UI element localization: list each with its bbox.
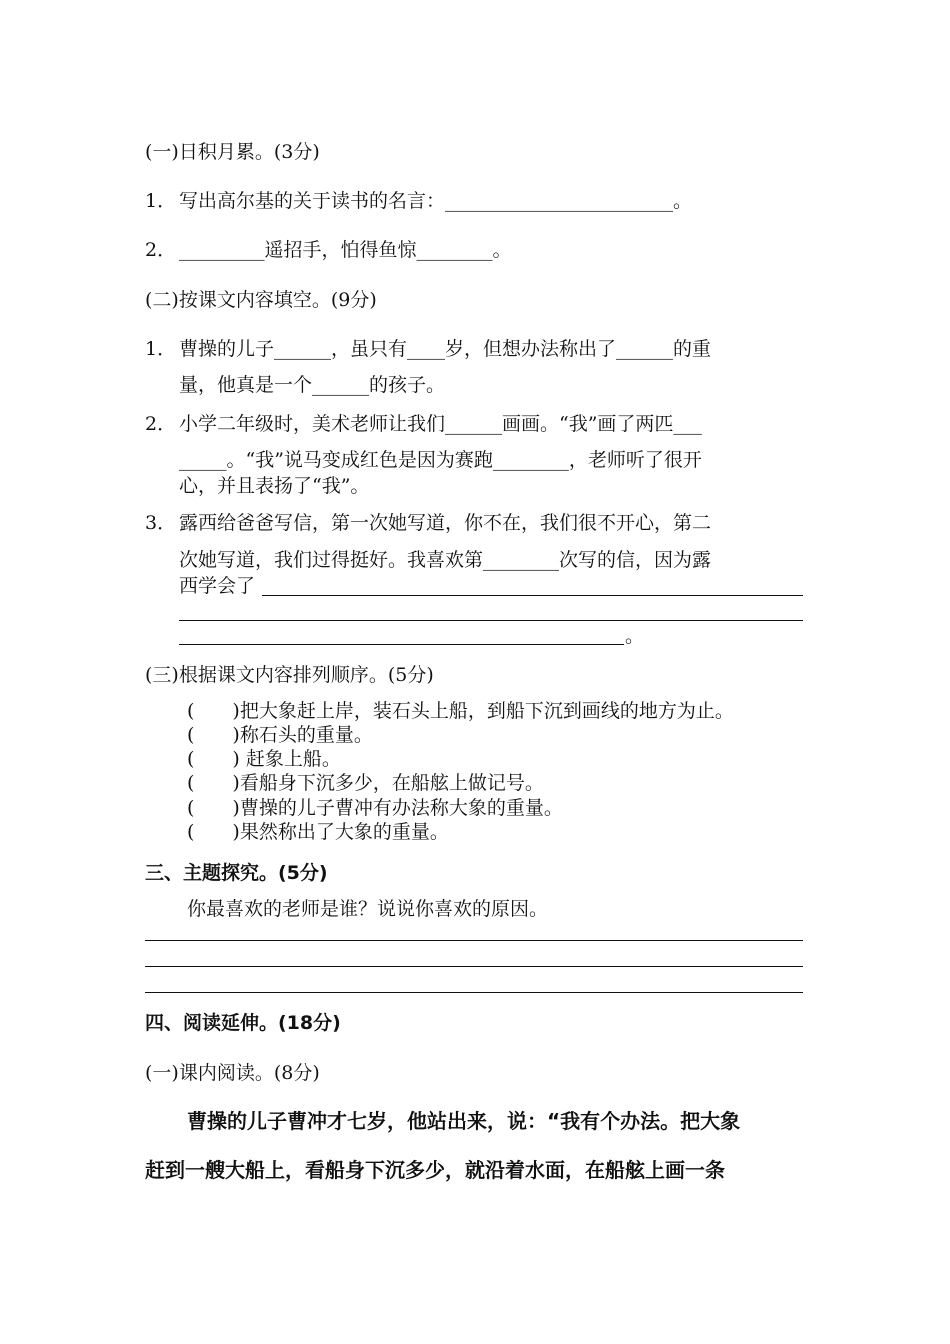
order-item: ( )称石头的重量。	[187, 724, 373, 746]
reading-paragraph-line-2: 赶到一艘大船上，看船身下沉多少，就沿着水面，在船舷上画一条	[145, 1158, 725, 1182]
fill-question-2-line-3: 心，并且表扬了“我”。	[179, 475, 370, 497]
section-title-in-class-reading: (一)课内阅读。(8分)	[145, 1062, 320, 1084]
answer-line[interactable]	[145, 992, 803, 993]
part-title-theme-inquiry: 三、主题探究。(5分)	[145, 862, 328, 884]
answer-line[interactable]	[179, 644, 624, 645]
question-text: 曹操的儿子______，虽只有____岁，但想办法称出了______的重	[179, 338, 712, 360]
order-item: ( )把大象赶上岸，装石头上船，到船下沉到画线的地方为止。	[187, 700, 734, 722]
answer-end-mark: 。	[625, 625, 645, 647]
section-title-ordering: (三)根据课文内容排列顺序。(5分)	[145, 664, 434, 686]
part-title-reading: 四、阅读延伸。(18分)	[145, 1012, 341, 1034]
fill-question-1-line-1	[145, 337, 711, 361]
question-text: 小学二年级时，美术老师让我们______画画。“我”画了两匹___	[179, 413, 702, 435]
section-title-fill-blanks: (二)按课文内容填空。(9分)	[145, 289, 377, 311]
fill-question-1-line-2: 量，他真是一个______的孩子。	[179, 374, 446, 396]
answer-line[interactable]	[262, 595, 803, 596]
order-item: ( )果然称出了大象的重量。	[187, 821, 449, 843]
reading-paragraph-line-1: 曹操的儿子曹冲才七岁，他站出来，说：“我有个办法。把大象	[187, 1109, 741, 1133]
question-text: _________遥招手，怕得鱼惊________。	[179, 239, 512, 261]
question-1-gorky-quote	[145, 189, 692, 213]
question-2-poem-fill	[145, 238, 512, 262]
theme-question: 你最喜欢的老师是谁？说说你喜欢的原因。	[187, 898, 549, 920]
question-number: 2．	[145, 413, 177, 435]
question-number: 3．	[145, 512, 177, 534]
section-title-accumulation: (一)日积月累。(3分)	[145, 141, 320, 163]
order-item: ( )看船身下沉多少，在船舷上做记号。	[187, 772, 544, 794]
fill-question-2-line-1	[145, 412, 702, 436]
question-number: 2．	[145, 239, 177, 261]
question-text: 写出高尔基的关于读书的名言：________________________。	[179, 190, 693, 212]
fill-question-3-line-2: 次她写道，我们过得挺好。我喜欢第________次写的信，因为露	[179, 549, 712, 571]
question-number: 1．	[145, 338, 177, 360]
fill-question-2-line-2: _____。“我”说马变成红色是因为赛跑________，老师听了很开	[179, 449, 702, 471]
fill-question-3-line-1	[145, 511, 711, 535]
question-text: 露西给爸爸写信，第一次她写道，你不在，我们很不开心，第二	[179, 512, 712, 534]
question-number: 1．	[145, 190, 177, 212]
order-item: ( )曹操的儿子曹冲有办法称大象的重量。	[187, 797, 563, 819]
order-item: ( ) 赶象上船。	[187, 748, 341, 770]
answer-line[interactable]	[145, 940, 803, 941]
fill-question-3-line-3: 西学会了	[179, 575, 256, 597]
answer-line[interactable]	[145, 966, 803, 967]
answer-line[interactable]	[179, 620, 803, 621]
